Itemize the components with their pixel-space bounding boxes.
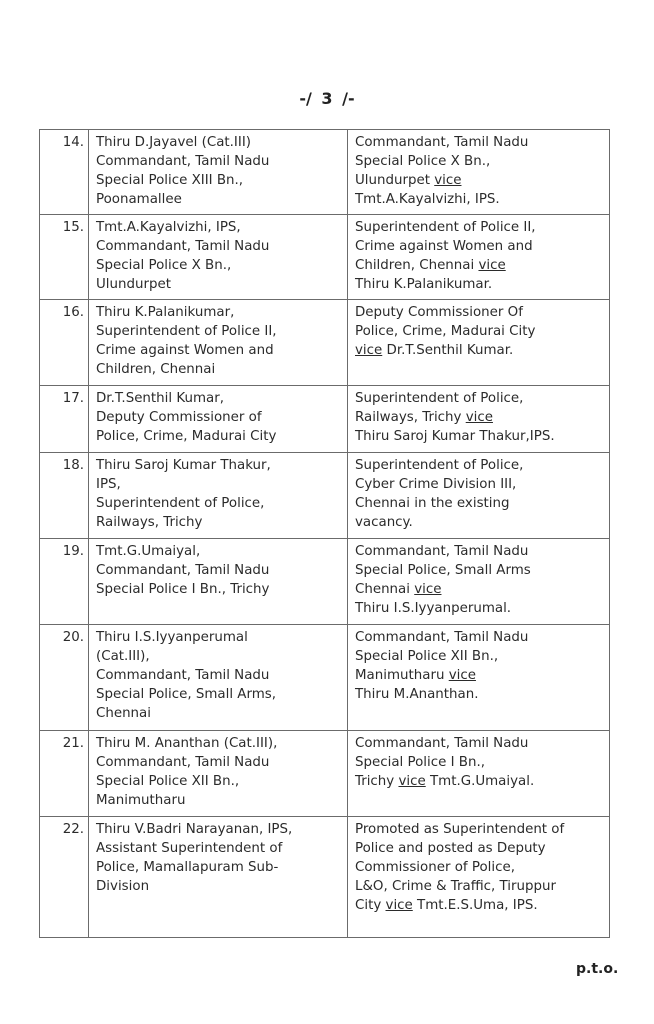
new-posting-text: Commandant, Tamil Nadu Special Police, Small Arms Chennai (355, 544, 531, 597)
serial-number: 19. (40, 539, 89, 625)
vice-label: vice (398, 774, 426, 789)
officer-current-posting: Dr.T.Senthil Kumar, Deputy Commissioner of Police, Crime, Madurai City (89, 386, 348, 453)
new-posting-text: Deputy Commissioner Of Police, Crime, Madurai City (355, 305, 536, 339)
replaced-officer: Dr.T.Senthil Kumar. (382, 343, 514, 358)
vice-label: vice (448, 668, 476, 683)
vice-label: vice (478, 258, 506, 273)
vice-label: vice (434, 173, 462, 188)
vice-label: vice (414, 582, 442, 597)
table-row (40, 130, 610, 215)
new-posting-text: Superintendent of Police II, Crime against Women and Children, Chennai (355, 220, 536, 273)
officer-current-posting: Thiru K.Palanikumar, Superintendent of Police II, Crime against Women and Children, Chennai (89, 300, 348, 386)
table-row (40, 215, 610, 300)
serial-number: 22. (40, 817, 89, 938)
officer-current-posting: Tmt.A.Kayalvizhi, IPS, Commandant, Tamil Nadu Special Police X Bn., Ulundurpet (89, 215, 348, 300)
new-posting (348, 817, 610, 938)
serial-number: 15. (40, 215, 89, 300)
serial-number: 21. (40, 731, 89, 817)
table-row (40, 453, 610, 539)
officer-current-posting: Thiru V.Badri Narayanan, IPS, Assistant Superintendent of Police, Mamallapuram Sub- Division (89, 817, 348, 938)
table-row (40, 539, 610, 625)
officer-current-posting: Thiru D.Jayavel (Cat.III) Commandant, Tamil Nadu Special Police XIII Bn., Poonamallee (89, 130, 348, 215)
vice-label: vice (355, 343, 383, 358)
replaced-officer: Thiru Saroj Kumar Thakur,IPS. (355, 429, 555, 444)
new-posting (348, 130, 610, 215)
new-posting (348, 625, 610, 731)
serial-number: 17. (40, 386, 89, 453)
page-number: -/ 3 /- (299, 89, 355, 108)
new-posting-text: Commandant, Tamil Nadu Special Police I Bn., Trichy (355, 736, 529, 789)
new-posting-text: Superintendent of Police, Railways, Trichy (355, 391, 524, 425)
new-posting (348, 539, 610, 625)
replaced-officer: Thiru I.S.Iyyanperumal. (355, 601, 512, 616)
table-row (40, 731, 610, 817)
table-body (40, 130, 610, 938)
table-row (40, 386, 610, 453)
replaced-officer: Thiru M.Ananthan. (355, 687, 479, 702)
new-posting-text: Commandant, Tamil Nadu Special Police XII Bn., Manimutharu (355, 630, 529, 683)
replaced-officer: Tmt.E.S.Uma, IPS. (412, 898, 538, 913)
new-posting (348, 300, 610, 386)
vice-label: vice (465, 410, 493, 425)
serial-number: 18. (40, 453, 89, 539)
officer-current-posting: Thiru I.S.Iyyanperumal (Cat.III), Commandant, Tamil Nadu Special Police, Small Arms, Chennai (89, 625, 348, 731)
new-posting (348, 453, 610, 539)
serial-number: 16. (40, 300, 89, 386)
new-posting (348, 386, 610, 453)
new-posting-text: Superintendent of Police, Cyber Crime Division III, Chennai in the existing vacancy. (355, 458, 524, 530)
new-posting-text: Commandant, Tamil Nadu Special Police X Bn., Ulundurpet (355, 135, 529, 188)
table-row (40, 817, 610, 938)
replaced-officer: Thiru K.Palanikumar. (355, 277, 493, 292)
new-posting (348, 731, 610, 817)
officer-current-posting: Thiru M. Ananthan (Cat.III), Commandant, Tamil Nadu Special Police XII Bn., Manimutharu (89, 731, 348, 817)
table-row (40, 300, 610, 386)
vice-label: vice (385, 898, 413, 913)
officer-current-posting: Tmt.G.Umaiyal, Commandant, Tamil Nadu Special Police I Bn., Trichy (89, 539, 348, 625)
new-posting-text: Promoted as Superintendent of Police and posted as Deputy Commissioner of Police, L&O, Crime & Traffic, Tiruppur City (355, 822, 565, 913)
transfer-orders-table (39, 129, 610, 938)
officer-current-posting: Thiru Saroj Kumar Thakur, IPS, Superintendent of Police, Railways, Trichy (89, 453, 348, 539)
serial-number: 14. (40, 130, 89, 215)
replaced-officer: Tmt.G.Umaiyal. (425, 774, 535, 789)
new-posting (348, 215, 610, 300)
replaced-officer: Tmt.A.Kayalvizhi, IPS. (355, 192, 500, 207)
pto-note: p.t.o. (576, 961, 619, 977)
table-row (40, 625, 610, 731)
serial-number: 20. (40, 625, 89, 731)
